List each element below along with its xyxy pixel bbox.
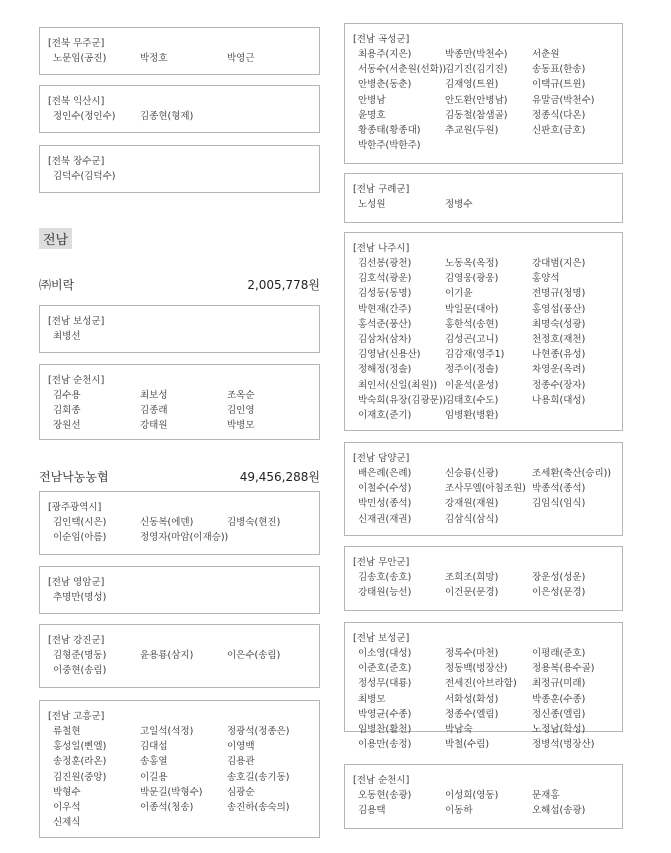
region-box-jeonbuk-muju <box>39 27 320 75</box>
donor-name: 김선봉(광천) <box>358 258 412 269</box>
donor-name: 정용복(용수골) <box>532 663 595 675</box>
donor-name: 박한주(박한주) <box>358 140 421 152</box>
donor-name: 김임식(임식) <box>532 498 586 510</box>
donor-name: 홍양석 <box>532 273 560 285</box>
donor-name: 김성동(동명) <box>358 288 412 300</box>
region-box-jeonnam-naju <box>344 232 623 431</box>
region-heading: 전남 <box>39 228 72 249</box>
donor-name: 문재홍 <box>532 790 560 801</box>
donor-name: 박종훈(수종) <box>532 693 586 705</box>
donor-name: 고일석(석정) <box>140 726 194 737</box>
donor-name: 배은례(은례) <box>358 468 412 479</box>
donor-row-birak <box>39 276 320 293</box>
donor-name: 윤용룡(삼지) <box>140 650 194 661</box>
donor-name: 송호길(송기동) <box>227 771 290 783</box>
region-title: [전남 구례군] <box>353 184 410 195</box>
donor-name: 박형수 <box>53 786 81 798</box>
donor-name: 나용희(대성) <box>532 394 586 406</box>
donor-name: 이재호(준기) <box>358 410 412 422</box>
donor-name-list <box>48 591 311 605</box>
donor-name: 조사무엘(아침조원) <box>445 483 526 495</box>
donor-name: 심광순 <box>227 786 255 798</box>
donor-name-list <box>353 467 614 527</box>
donor-name: 김병숙(현진) <box>227 517 281 528</box>
donor-name-list <box>353 571 614 600</box>
region-box-gwangju <box>39 491 320 555</box>
donor-name: 추교원(두원) <box>445 125 499 137</box>
donor-name: 김성곤(고니) <box>445 334 499 346</box>
donor-name: 안병춘(동춘) <box>358 79 412 91</box>
donor-name: 류철현 <box>53 726 81 737</box>
donor-name: 김태호(수도) <box>445 394 499 406</box>
donor-name-list <box>353 257 614 423</box>
donor-name: 송정훈(라온) <box>53 756 107 768</box>
donor-name: 박현재(간주) <box>358 303 412 315</box>
donor-name: 최용주(지은) <box>358 49 412 60</box>
donor-name: 김종현(형제) <box>140 111 194 122</box>
donor-name: 천정호(재천) <box>532 334 586 346</box>
donor-name: 박정호 <box>140 53 168 64</box>
donor-name-list <box>48 110 311 124</box>
donor-name: 신승룡(신광) <box>445 468 499 479</box>
donor-name: 박종석(종석) <box>532 483 586 495</box>
region-box-jeonnam-gurye <box>344 173 623 223</box>
donor-name: 정해정(정솔) <box>358 364 412 376</box>
donor-row-jeonnam-dairy <box>39 468 320 485</box>
donor-name: 이영백 <box>227 741 255 753</box>
donor-name: 박문길(박형수) <box>140 786 203 798</box>
donor-name: 박영균(수종) <box>358 708 412 720</box>
region-box-jeonnam-gokseong <box>344 23 623 164</box>
donor-name: 최보성 <box>140 390 168 401</box>
donor-name: 홍석준(풍산) <box>358 318 412 330</box>
region-title: [전남 보성군] <box>353 633 410 644</box>
region-title: [전남 순천시] <box>48 375 105 386</box>
donor-name: 최인서(신일(최원)) <box>358 379 438 391</box>
donor-name: 홍성일(삔엘) <box>53 741 107 753</box>
donor-name: 김진원(중앙) <box>53 771 107 783</box>
donor-name: 오해섭(송광) <box>532 805 586 817</box>
donor-name: 최병모 <box>358 693 386 705</box>
donor-amount: 2,005,778원 <box>247 278 320 292</box>
donor-name: 이윤석(윤성) <box>445 379 499 391</box>
donor-name: 정주이(정솔) <box>445 364 499 376</box>
donor-name: 김기진(김기진) <box>445 64 508 76</box>
donor-name: 정종수(엘림) <box>445 708 499 720</box>
region-box-jeonnam-boseong-2 <box>344 622 623 751</box>
donor-name: 김삼차(삼차) <box>358 334 412 346</box>
region-box-jeonnam-suncheon-1 <box>39 364 320 440</box>
donor-name: 신판호(금호) <box>532 125 586 137</box>
donor-name-list <box>48 170 311 184</box>
donor-name: 전세진(아브라함) <box>445 678 517 690</box>
donor-name: 이중현(송림) <box>53 665 107 677</box>
donor-name: 전남낙농농협 <box>39 470 109 484</box>
donor-name: 김영웅(광웅) <box>445 273 499 285</box>
donor-name: 강태원(능선) <box>358 587 412 599</box>
donor-name: 정광석(정종은) <box>227 726 290 737</box>
donor-name: 나현종(유성) <box>532 349 586 361</box>
region-box-jeonbuk-iksan <box>39 85 320 133</box>
donor-name: 노정남(학성) <box>532 724 586 736</box>
donor-name-list <box>353 48 614 153</box>
donor-name: 이성희(영동) <box>445 790 499 801</box>
donor-name: 서동수(서춘원(선화)) <box>358 64 447 76</box>
donor-name: 안도환(안병남) <box>445 94 508 106</box>
donor-name: 서춘원 <box>532 49 560 60</box>
region-box-jeonbuk-jangsu <box>39 145 320 193</box>
donor-name-list <box>353 198 614 212</box>
donor-name: 윤명호 <box>358 109 386 121</box>
donor-name: 노성원 <box>358 199 386 210</box>
region-title: [전남 순천시] <box>353 775 410 786</box>
donor-name: 김수용 <box>53 390 81 401</box>
donor-name: 김형준(명동) <box>53 650 107 661</box>
donor-name: 홍한석(송현) <box>445 318 499 330</box>
donor-name: 홍영섭(풍산) <box>532 303 586 315</box>
donor-name: 조희조(희망) <box>445 572 499 583</box>
donor-name: 장원선 <box>53 420 81 432</box>
donor-name: 강대범(지은) <box>532 258 586 269</box>
donor-name: 최명숙(성광) <box>532 318 586 330</box>
region-title: [전남 강진군] <box>48 635 105 646</box>
donor-name: 이건문(문경) <box>445 587 499 599</box>
donor-name: 김용관 <box>227 756 255 768</box>
donor-name: 노문임(공진) <box>53 53 107 64</box>
donor-name: 박민성(종석) <box>358 498 412 510</box>
donor-name: 김삼식(삼식) <box>445 513 499 525</box>
donor-name: 김인영 <box>227 405 255 417</box>
donor-name: 이종석(청송) <box>140 802 194 814</box>
donor-name: ㈜비락 <box>39 278 75 292</box>
donor-name: 정록수(마천) <box>445 648 499 659</box>
donor-name: 정병수 <box>445 199 473 210</box>
donor-name: 이동하 <box>445 805 473 817</box>
donor-name: 이소영(대성) <box>358 648 412 659</box>
donor-name: 박병모 <box>227 420 255 432</box>
region-box-jeonnam-yeongam <box>39 566 320 614</box>
region-title: [전남 영암군] <box>48 577 105 588</box>
donor-name: 차영운(옥려) <box>532 364 586 376</box>
donor-name: 김감재(영주1) <box>445 349 505 361</box>
donor-name-list <box>353 647 614 752</box>
region-title: [전남 고흥군] <box>48 711 105 722</box>
donor-name: 장운성(성운) <box>532 572 586 583</box>
donor-name-list <box>48 649 311 678</box>
donor-name: 김대섭 <box>140 741 168 753</box>
donor-name: 정인수(정인수) <box>53 111 116 122</box>
donor-name: 노동옥(옥정) <box>445 258 499 269</box>
donor-name: 추명만(명성) <box>53 592 107 603</box>
donor-name: 이길용 <box>140 771 168 783</box>
donor-name: 정신종(엘림) <box>532 708 586 720</box>
donor-name: 전명규(청명) <box>532 288 586 300</box>
donor-name: 김용택 <box>358 805 386 817</box>
region-box-jeonnam-boseong-1 <box>39 305 320 353</box>
donor-name: 김송호(송호) <box>358 572 412 583</box>
donor-name: 박일문(대아) <box>445 303 499 315</box>
donor-name: 황종태(황종대) <box>358 125 421 137</box>
donor-name: 이준호(준호) <box>358 663 412 675</box>
region-box-jeonnam-gangjin <box>39 624 320 688</box>
donor-name: 최병선 <box>53 331 81 342</box>
donor-name: 정동백(벙장산) <box>445 663 508 675</box>
donor-name: 김덕수(김덕수) <box>53 171 116 182</box>
donor-name: 김인택(시은) <box>53 517 107 528</box>
donor-name: 신재권(재권) <box>358 513 412 525</box>
donor-name: 안병남 <box>358 94 386 106</box>
donor-name: 김영남(신용산) <box>358 349 421 361</box>
region-box-jeonnam-goheung <box>39 700 320 838</box>
region-title: [광주광역시] <box>48 502 102 513</box>
donor-name: 정종수(장자) <box>532 379 586 391</box>
donor-name-list <box>48 516 311 545</box>
donor-name: 박철(수림) <box>445 739 490 751</box>
donor-name-list <box>48 389 311 434</box>
donor-name: 김재영(트윈) <box>445 79 499 91</box>
region-title: [전남 나주시] <box>353 243 410 254</box>
donor-name: 이순임(아름) <box>53 532 107 544</box>
donor-name: 이은성(문경) <box>532 587 586 599</box>
donor-name: 김회종 <box>53 405 81 417</box>
region-title: [전북 무주군] <box>48 38 105 49</box>
region-box-jeonnam-damyang <box>344 442 623 536</box>
donor-name: 이평래(준호) <box>532 648 586 659</box>
donor-name: 박영근 <box>227 53 255 64</box>
donor-name: 정병석(벙장산) <box>532 739 595 751</box>
donor-name: 임병환(병환) <box>445 410 499 422</box>
region-title: [전남 무안군] <box>353 557 410 568</box>
donor-name: 이기윤 <box>445 288 473 300</box>
donor-name-list <box>48 52 311 66</box>
donor-name: 김동철(참샘골) <box>445 109 508 121</box>
donor-amount: 49,456,288원 <box>239 470 320 484</box>
donor-name: 신동복(에덴) <box>140 517 194 528</box>
donor-name: 송진하(송숙의) <box>227 802 290 814</box>
donor-name: 송홍열 <box>140 756 168 768</box>
donor-name-list <box>48 330 311 344</box>
donor-name-list <box>48 725 311 830</box>
donor-name: 임병찬(활천) <box>358 724 412 736</box>
donor-name: 조옥순 <box>227 390 255 401</box>
donor-name: 박종만(박천수) <box>445 49 508 60</box>
donor-name: 조세환(축산(승리)) <box>532 468 612 479</box>
region-box-jeonnam-suncheon-2 <box>344 764 623 829</box>
donor-name: 이은수(송림) <box>227 650 281 661</box>
donor-name: 신제식 <box>53 817 81 829</box>
region-title: [전남 담양군] <box>353 453 410 464</box>
donor-name: 김종래 <box>140 405 168 417</box>
donor-name: 오동현(송광) <box>358 790 412 801</box>
donor-name: 박남숙 <box>445 724 473 736</box>
donor-name: 정성무(대룡) <box>358 678 412 690</box>
donor-name: 강재원(재원) <box>445 498 499 510</box>
donor-name: 김호석(광운) <box>358 273 412 285</box>
donor-name: 정종식(다온) <box>532 109 586 121</box>
donor-name: 송동표(한송) <box>532 64 586 76</box>
donor-name: 이용만(송정) <box>358 739 412 751</box>
donor-name: 이철수(수성) <box>358 483 412 495</box>
donor-name: 강태원 <box>140 420 168 432</box>
region-box-jeonnam-muan <box>344 546 623 611</box>
donor-name: 이우석 <box>53 802 81 814</box>
donor-name: 유말금(박천수) <box>532 94 595 106</box>
region-title: [전북 익산시] <box>48 96 105 107</box>
donor-name-list <box>353 789 614 818</box>
donor-name: 이택규(트윈) <box>532 79 586 91</box>
region-title: [전북 장수군] <box>48 156 105 167</box>
donor-name: 정영자(마암(이재승)) <box>140 532 229 544</box>
donor-name: 서화성(화성) <box>445 693 499 705</box>
donor-name: 박숙희(유장(김광문)) <box>358 394 447 406</box>
donor-name: 최정규(미래) <box>532 678 586 690</box>
region-title: [전남 보성군] <box>48 316 105 327</box>
region-title: [전남 곡성군] <box>353 34 410 45</box>
